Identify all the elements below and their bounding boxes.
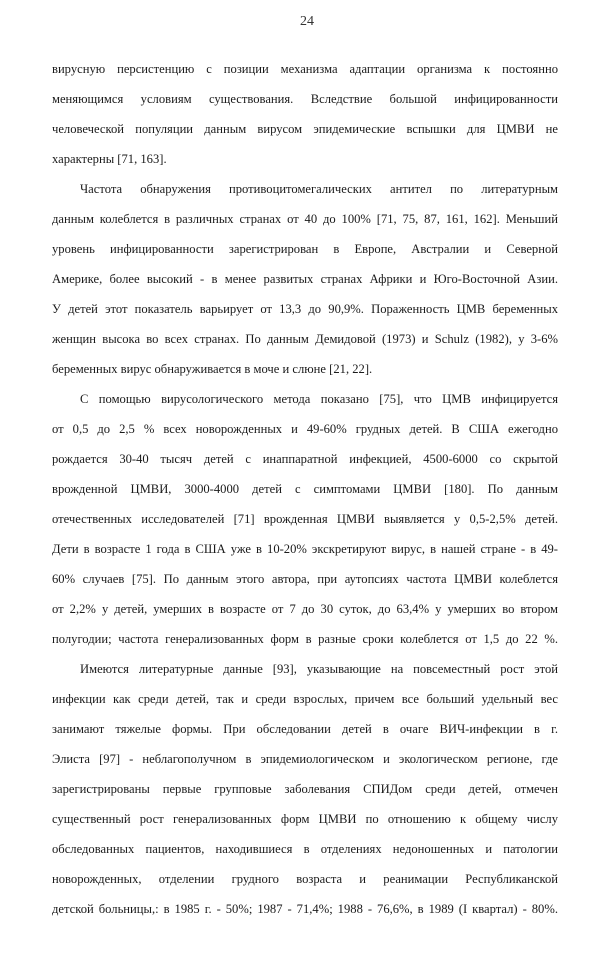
paragraph-line: вирусную персистенцию с позиции механизма адаптации организма к постоянно [52,62,558,76]
paragraph-line: зарегистрированы первые групповые заболевания СПИДом среди детей, отмечен [52,782,558,796]
paragraph-line: С помощью вирусологического метода показано [75], что ЦМВ инфицируется [80,392,558,406]
paragraph-line: данным колеблется в различных странах от 40 до 100% [71, 75, 87, 161, 162]. Меньший [52,212,558,226]
paragraph-line: новорожденных, отделении грудного возраста и реанимации Республиканской [52,872,558,886]
paragraph-line: от 0,5 до 2,5 % всех новорожденных и 49-60% грудных детей. В США ежегодно [52,422,558,436]
paragraph-line: детской больницы,: в 1985 г. - 50%; 1987 - 71,4%; 1988 - 76,6%, в 1989 (I квартал) - 80%. [52,902,558,916]
paragraph-line: отечественных исследователей [71] врожденная ЦМВИ выявляется у 0,5-2,5% детей. [52,512,558,526]
paragraph-line: Элиста [97] - неблагополучном в эпидемиологическом и экологическом регионе, где [52,752,558,766]
paragraph-line: Имеются литературные данные [93], указывающие на повсеместный рост этой [80,662,558,676]
page-number: 24 [300,14,314,29]
paragraph-line: Дети в возрасте 1 года в США уже в 10-20% экскретируют вирус, в нашей стране - в 49- [52,542,558,556]
paragraph-line: человеческой популяции данным вирусом эпидемические вспышки для ЦМВИ не [52,122,558,136]
paragraph-line: Частота обнаружения противоцитомегалических антител по литературным [80,182,558,196]
paragraph-line: характерны [71, 163]. [52,152,167,166]
paragraph-line: полугодии; частота генерализованных форм в разные сроки колеблется от 1,5 до 22 %. [52,632,558,646]
paragraph-line: рождается 30-40 тысяч детей с инаппаратной инфекцией, 4500-6000 со скрытой [52,452,558,466]
paragraph-line: существенный рост генерализованных форм ЦМВИ по отношению к общему числу [52,812,558,826]
paragraph-line: У детей этот показатель варьирует от 13,3 до 90,9%. Пораженность ЦМВ беременных [52,302,558,316]
paragraph-line: меняющимся условиям существования. Вследствие большой инфицированности [52,92,558,106]
paragraph-line: инфекции как среди детей, так и среди взрослых, причем все больший удельный вес [52,692,558,706]
paragraph-line: обследованных пациентов, находившиеся в отделениях недоношенных и патологии [52,842,558,856]
paragraph-line: врожденной ЦМВИ, 3000-4000 детей с симптомами ЦМВИ [180]. По данным [52,482,558,496]
paragraph-line: беременных вирус обнаруживается в моче и слюне [21, 22]. [52,362,373,376]
paragraph-line: Америке, более высокий - в менее развитых странах Африки и Юго-Восточной Азии. [52,272,558,286]
paragraph-line: занимают тяжелые формы. При обследовании детей в очаге ВИЧ-инфекции в г. [52,722,558,736]
paragraph-line: уровень инфицированности зарегистрирован в Европе, Австралии и Северной [52,242,558,256]
paragraph-line: женщин высока во всех странах. По данным Демидовой (1973) и Schulz (1982), у 3-6% [52,332,558,346]
paragraph-line: от 2,2% у детей, умерших в возрасте от 7 до 30 суток, до 63,4% у умерших во втором [52,602,558,616]
paragraph-line: 60% случаев [75]. По данным этого автора, при аутопсиях частота ЦМВИ колеблется [52,572,558,586]
